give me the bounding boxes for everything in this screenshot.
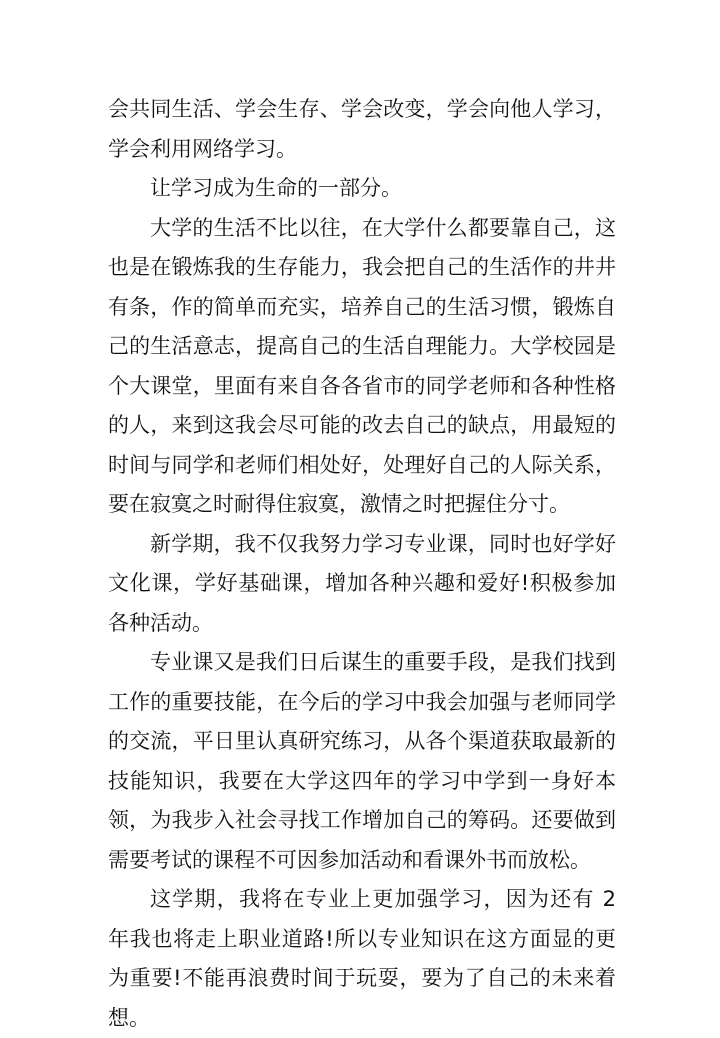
paragraph-1: 会共同生活、学会生存、学会改变，学会向他人学习，学会利用网络学习。: [108, 97, 616, 161]
paragraph-5: 专业课又是我们日后谋生的重要手段，是我们找到工作的重要技能，在今后的学习中我会加强与老师同学的交流，平日里认真研究练习，从各个渠道获取最新的技能知识，我要在大学这四年的学习中学到一身好本领，为我步入社会寻找工作增加自己的筹码。还要做到需要考试的课程不可因参加活动和看课外书而放松。: [108, 650, 616, 872]
document-body: [108, 90, 616, 1038]
paragraph-6: 这学期，我将在专业上更加强学习，因为还有 2 年我也将走上职业道路!所以专业知识在这方面显的更为重要!不能再浪费时间于玩耍，要为了自己的未来着想。: [108, 887, 616, 1030]
paragraph-3: 大学的生活不比以往，在大学什么都要靠自己，这也是在锻炼我的生存能力，我会把自己的生活作的井井有条，作的简单而充实，培养自己的生活习惯，锻炼自己的生活意志，提高自己的生活自理能力。大学校园是个大课堂，里面有来自各各省市的同学老师和各种性格的人，来到这我会尽可能的改去自己的缺点，用最短的时间与同学和老师们相处好，处理好自己的人际关系，要在寂寞之时耐得住寂寞，激情之时把握住分寸。: [108, 215, 616, 516]
paragraph-2: 让学习成为生命的一部分。: [150, 176, 402, 200]
paragraph-4: 新学期，我不仅我努力学习专业课，同时也好学好文化课，学好基础课，增加各种兴趣和爱好!积极参加各种活动。: [108, 531, 616, 635]
